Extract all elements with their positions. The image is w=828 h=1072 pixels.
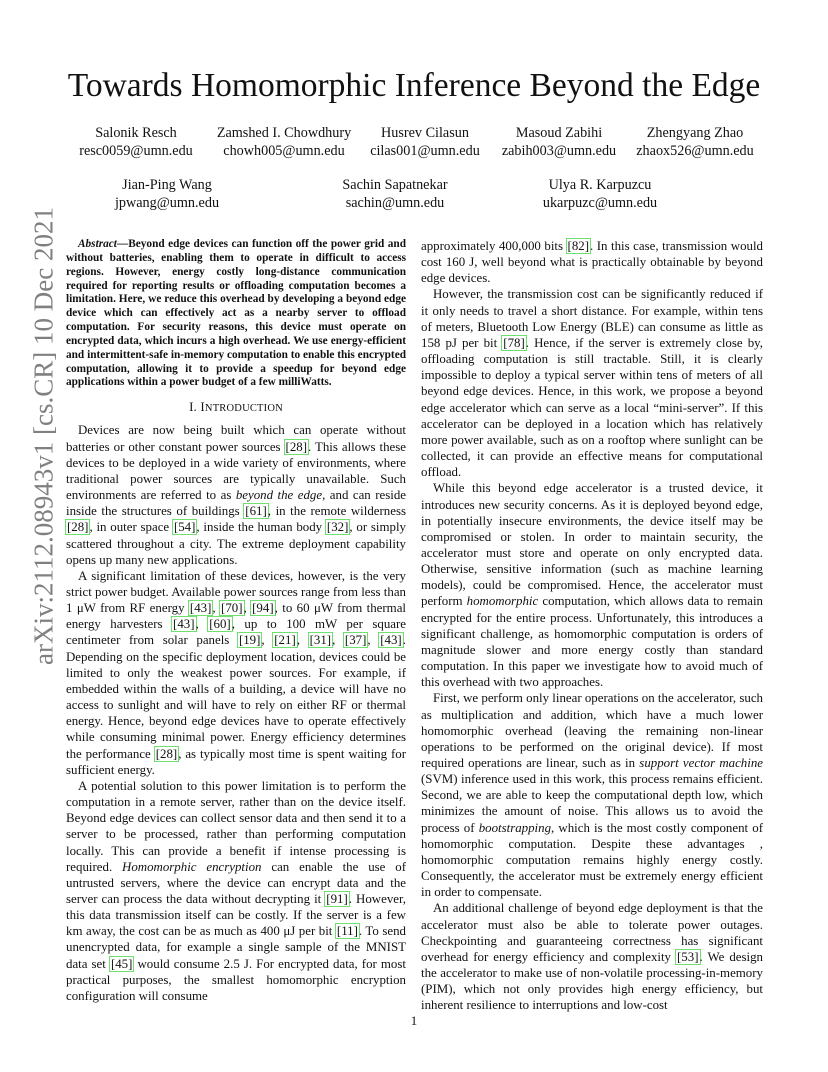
citation-link[interactable]: [43] — [189, 601, 212, 616]
author-email: ukarpuzc@umn.edu — [542, 195, 658, 211]
text-run: An additional challenge of beyond edge deployment is that the accelerator must also be able to tolerate power outages. Checkpointing and guaranteeing correctness has significant overhead for energy efficiency and complexity — [421, 901, 763, 964]
emphasis-text: bootstrapping — [478, 820, 552, 835]
citation-link[interactable]: [54] — [173, 520, 196, 535]
citation-link[interactable]: [43] — [173, 617, 195, 632]
paragraph — [66, 568, 406, 778]
abstract — [66, 238, 406, 390]
text-run: While this beyond edge accelerator is a trusted device, it introduces new security concerns. As it is deployed beyond edge, in potentially insecure environments, the device itself may be compromised or stolen. In order to maintain security, the accelerator must store and operate on only encrypted data. Otherwise, sensitive information (such as machine learning models), could be compromised. Hence, the accelerator must perform — [421, 481, 763, 609]
author-email: sachin@umn.edu — [345, 195, 445, 211]
author-block — [212, 124, 356, 160]
text-run: approximately 400,000 bits — [421, 239, 567, 253]
emphasis-text: homomorphic — [466, 594, 539, 609]
author-name: Zamshed I. Chowdhury — [216, 125, 352, 141]
citation-link[interactable]: [61] — [245, 504, 267, 519]
author-block — [66, 124, 206, 160]
citation-link[interactable]: [70] — [221, 601, 243, 616]
text-run: . However, this data transmission itself can be costly. If the server is a few km away, the cost can be as much as 400 μJ per bit — [66, 891, 406, 939]
abstract-label: Abstract — [78, 238, 117, 250]
author-email: chowh005@umn.edu — [223, 143, 345, 159]
emphasis-text: Homomorphic encryption — [122, 859, 262, 874]
citation-link[interactable]: [11] — [336, 924, 358, 939]
text-run: computation, which allows data to remain encrypted for the entire process. Unfortunately, this introduces a significant challenge, as homomorphic computation is orders of magnitude slower and more energy costly than standard computation. In this paper we investigate how to avoid much of this overhead with two approaches. — [421, 594, 763, 690]
citation-link[interactable]: [78] — [503, 335, 525, 350]
author-email: zhaox526@umn.edu — [636, 143, 754, 159]
author-block — [520, 176, 680, 212]
citation-link[interactable]: [45] — [110, 956, 133, 971]
text-run: , — [332, 633, 344, 648]
author-email: jpwang@umn.edu — [114, 195, 220, 211]
author-block — [628, 124, 762, 160]
text-run: A significant limitation of these devices, however, is the very strict power budget. Available power sources range from less than 1 μW from RF energy — [66, 568, 406, 616]
text-run: , which is the most costly component of homomorphic computation. Despite these advantages , homomorphic computation remains highly energy costly. Consequently, the accelerator must be extremely energy efficient in order to compensate. — [421, 820, 763, 900]
author-email: cilas001@umn.edu — [370, 143, 480, 159]
right-column — [421, 238, 763, 1014]
section-number: I. — [189, 400, 201, 415]
text-run: , — [367, 633, 380, 648]
paragraph — [421, 690, 763, 900]
text-run: , — [296, 633, 309, 648]
text-run: , — [195, 617, 209, 632]
section-heading-introduction — [66, 399, 406, 417]
citation-link[interactable]: [82] — [567, 239, 590, 253]
emphasis-text: beyond the edge — [235, 488, 323, 503]
citation-link[interactable]: [37] — [344, 633, 367, 648]
author-block — [310, 176, 480, 212]
author-name: Zhengyang Zhao — [646, 125, 744, 141]
text-run: . We design the accelerator to make use of non-volatile processing-in-memory (PIM), which not only provides high energy efficiency, but inherent resilience to interruptions and low-cost — [421, 949, 764, 1013]
author-name: Sachin Sapatnekar — [342, 177, 448, 193]
text-run: , — [261, 633, 274, 648]
citation-link[interactable]: [32] — [326, 520, 349, 535]
paragraph — [66, 422, 406, 567]
paragraph — [421, 286, 763, 480]
author-name: Salonik Resch — [95, 125, 177, 141]
citation-link[interactable]: [28] — [67, 520, 89, 535]
text-run: , — [212, 601, 221, 616]
citation-link[interactable]: [28] — [155, 746, 178, 761]
paper-title: Towards Homomorphic Inference Beyond the Edge — [67, 67, 761, 104]
author-name: Husrev Cilasun — [381, 125, 469, 141]
text-run: , or simply scattered throughout a city. The extreme deployment capability opens up many new applications. — [66, 520, 406, 567]
author-email: zabih003@umn.edu — [501, 143, 617, 159]
left-column — [66, 238, 406, 1004]
paragraph — [421, 238, 763, 286]
text-run: , to 60 μW from thermal energy harvesters — [66, 601, 406, 632]
text-run: A potential solution to this power limitation is to perform the computation in a remote server, rather than on the device itself. Beyond edge devices can collect sensor data and then send it to a server to be processed, rather than performing computation locally. This can provide a benefit if intense processing is required. — [66, 778, 406, 874]
author-name: Jian-Ping Wang — [122, 177, 212, 193]
author-block — [362, 124, 488, 160]
arxiv-id-text: arXiv:2112.08943v1 [cs.CR] 10 Dec 2021 — [28, 207, 59, 665]
text-run: , inside the human body — [196, 520, 326, 535]
text-run: , in outer space — [89, 520, 173, 535]
author-name: Ulya R. Karpuzcu — [548, 177, 652, 193]
text-run: . This allows these devices to be deployed in a wide variety of environments, where traditional power sources are typically unavailable. Such environments are referred to as — [66, 439, 406, 503]
paragraph — [66, 778, 406, 1004]
text-run: , — [243, 601, 252, 616]
text-run: Devices are now being built which can operate without batteries or other constant power sources — [66, 423, 406, 454]
author-name: Masoud Zabihi — [515, 125, 603, 141]
text-run: would consume 2.5 J. For encrypted data, for most practical purposes, the smallest homomorphic encryption configuration will consume — [66, 956, 406, 1003]
author-block — [494, 124, 624, 160]
citation-link[interactable]: [19] — [238, 633, 261, 648]
text-run: However, the transmission cost can be significantly reduced if it only needs to travel a short distance. For example, within tens of meters, Bluetooth Low Energy (BLE) can consume as little as 158 pJ per bit — [421, 287, 763, 350]
paragraph — [421, 480, 763, 690]
text-run: . Depending on the specific deployment location, devices could be limited to only the weakest power sources. For example, if embedded within the walls of a building, a device will have no access to sunlight and will have to rely on either RF or thermal energy. Hence, beyond edge devices have to operate effectively while consuming minimal power. Energy efficiency determines the performance — [66, 633, 406, 761]
text-run: , as typically most time is spent waiting for sufficient energy. — [66, 746, 406, 777]
section-initial: I — [200, 400, 205, 415]
citation-link[interactable]: [53] — [677, 949, 699, 964]
section-title-rest: NTRODUCTION — [204, 403, 283, 415]
citation-link[interactable]: [60] — [209, 617, 231, 632]
text-run: First, we perform only linear operations on the accelerator, such as multiplication and addition, which have a much lower homomorphic overhead (leaving the remaining non-linear operations to be performed on the original device). If most required operations are linear, such as in — [421, 691, 763, 770]
citation-link[interactable]: [43] — [380, 633, 402, 648]
page-number: 1 — [410, 1014, 418, 1028]
citation-link[interactable]: [94] — [252, 601, 274, 616]
author-block — [92, 176, 242, 212]
text-run: . To send unencrypted data, for example a single sample of the MNIST data set — [66, 924, 406, 971]
citation-link[interactable]: [21] — [274, 633, 296, 648]
author-email: resc0059@umn.edu — [79, 143, 193, 159]
text-run: (SVM) inference used in this work, this process remains efficient. Second, we are able to keep the computational depth low, which minimizes the amount of noise. This allows us to avoid the process of — [421, 772, 763, 835]
text-run: , up to 100 mW per square centimeter from solar panels — [66, 617, 406, 648]
citation-link[interactable]: [91] — [326, 891, 348, 906]
paragraph — [421, 900, 763, 1013]
text-run: . Hence, if the server is extremely close by, offloading computation is still tractable. Still, it is clearly impossible to deploy a typical server within tens of meters of all beyond edge devices. Hence, in this work, we propose a beyond edge accelerator which can serve as a local “mini-server”. If this accelerator can be deployed in a location which has relatively more power available, such as on a rooftop where sunlight can be collected, it can provide an effective means for computational offload. — [421, 335, 763, 480]
citation-link[interactable]: [31] — [309, 633, 332, 648]
text-run: . In this case, transmission would cost 160 J, well beyond what is practically obtainable by beyond edge devices. — [421, 239, 763, 286]
text-run: , and can reside inside the structures of buildings — [66, 488, 406, 519]
text-run: , in the remote wilderness — [267, 504, 406, 519]
emphasis-text: support vector machine — [639, 756, 763, 770]
text-run: can enable the use of untrusted servers, where the device can encrypt data and the server can process the data without decrypting it — [66, 859, 406, 906]
citation-link[interactable]: [28] — [285, 439, 308, 454]
abstract-text: —Beyond edge devices can function off the power grid and without batteries, enabling them to operate in difficult to access regions. However, energy costly long-distance communication required for reporting results or offloading computation becomes a limitation. Here, we reduce this overhead by developing a beyond edge device which can effectively act as a nearby server to offload computation. For security reasons, this device must operate on encrypted data, which incurs a high overhead. We use energy-efficient and intermittent-safe in-memory computation to enable this encrypted computation, allowing it to provide a speedup for beyond edge applications within a power budget of a few milliWatts. — [66, 238, 406, 389]
